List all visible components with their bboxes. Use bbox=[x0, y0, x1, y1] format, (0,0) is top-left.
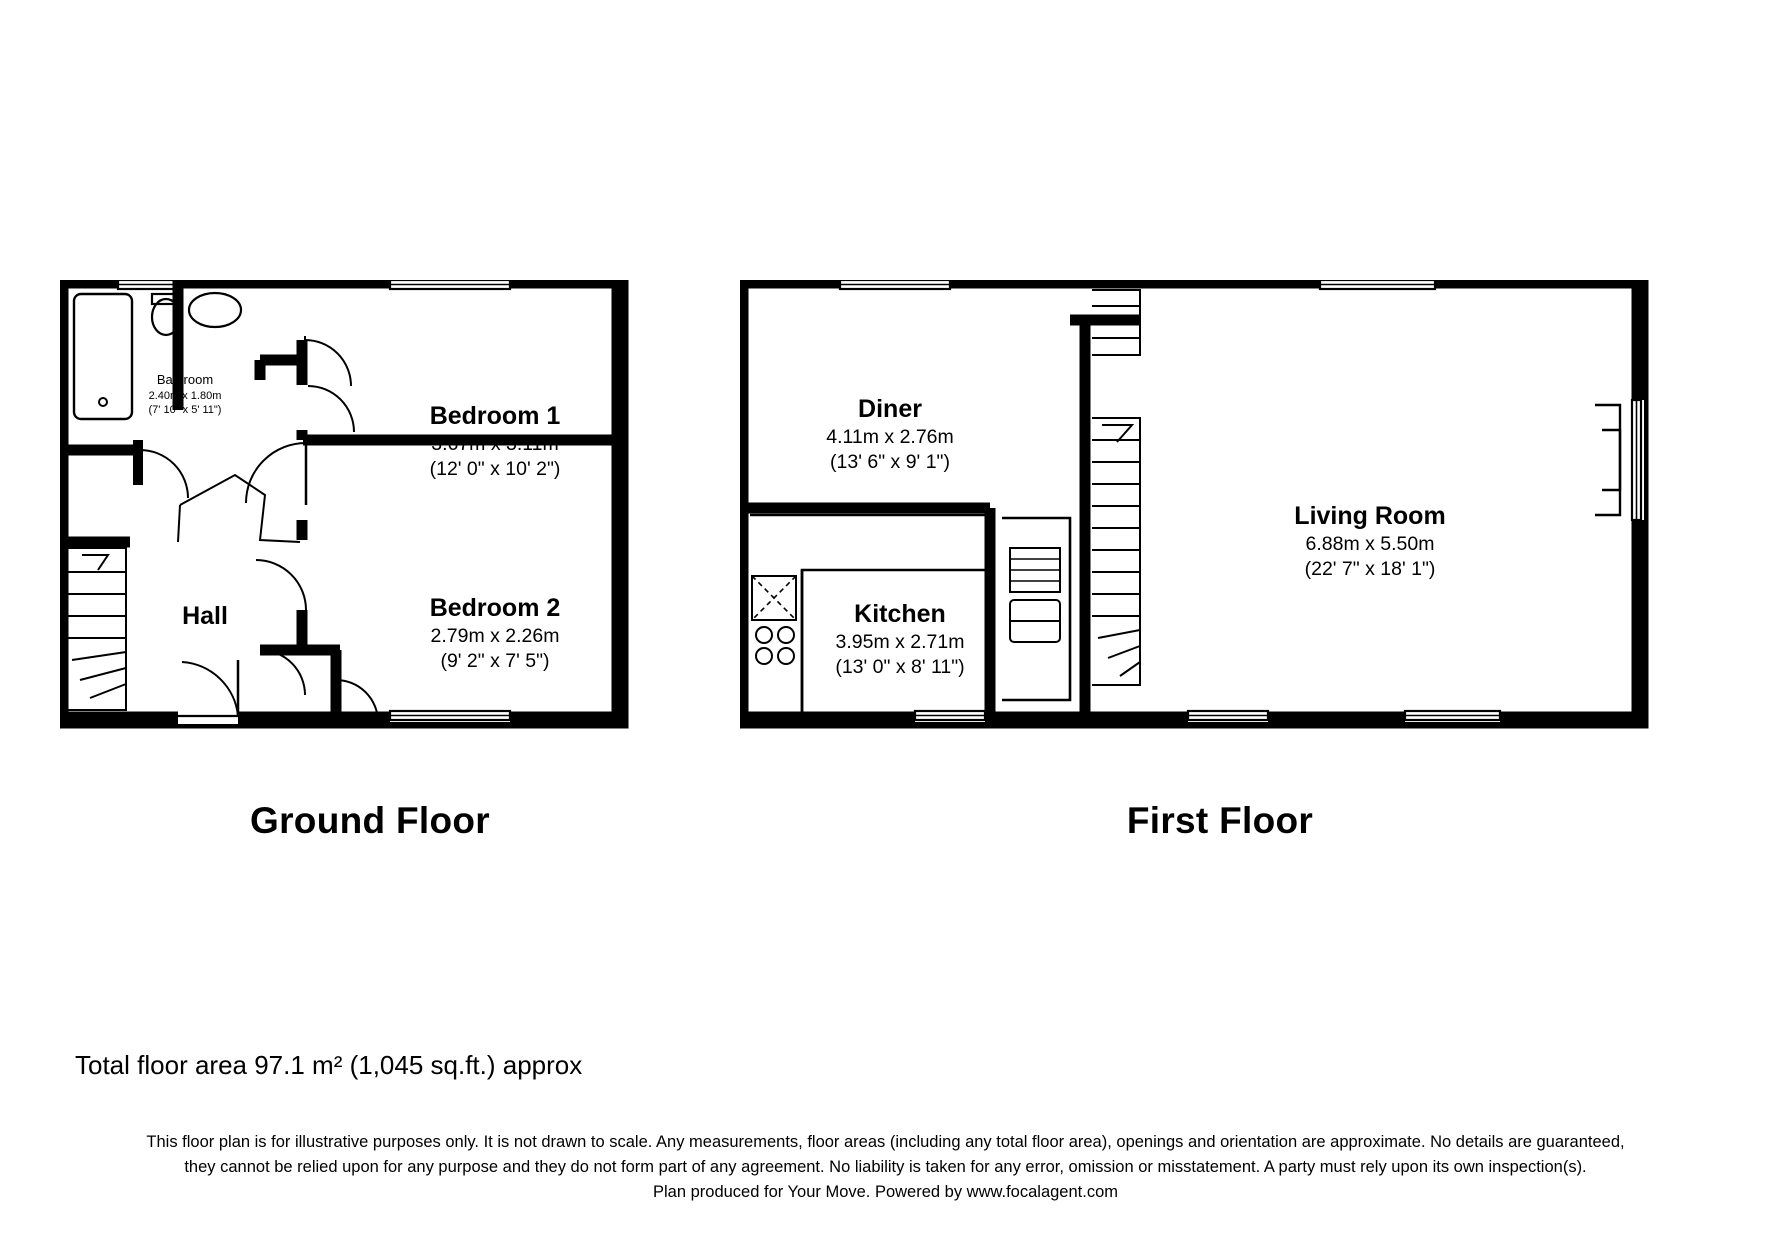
ground-floor-title: Ground Floor bbox=[250, 800, 490, 841]
room-dim-imperial: (9' 2" x 7' 5") bbox=[440, 649, 550, 672]
first-floor-title: First Floor bbox=[1126, 800, 1314, 841]
room-dim-metric: 6.88m x 5.50m bbox=[1305, 533, 1435, 555]
room-dim-metric: 3.67m x 3.11m bbox=[431, 433, 559, 455]
room-name: Kitchen bbox=[854, 600, 946, 628]
room-dim-imperial: (13' 6" x 9' 1") bbox=[830, 450, 950, 473]
disclaimer-line-1: This floor plan is for illustrative purposes only. It is not drawn to scale. Any measurements, floor areas (including any total floor area), openings and orientation are approximate. No details are guaranteed, bbox=[146, 1133, 1625, 1151]
room-dim-metric: 2.79m x 2.26m bbox=[430, 625, 560, 647]
room-label-hall bbox=[115, 600, 295, 632]
room-label-bathroom bbox=[105, 372, 265, 417]
disclaimer-line-3: Plan produced for Your Move. Powered by www.focalagent.com bbox=[652, 1182, 1118, 1201]
room-label-bedroom-1 bbox=[345, 400, 645, 482]
room-dim-metric: 2.40m x 1.80m bbox=[148, 389, 222, 402]
room-label-diner bbox=[740, 393, 1040, 475]
room-name: Bedroom 1 bbox=[429, 402, 561, 430]
ground-floor-diagram bbox=[60, 280, 680, 790]
first-floor-stairs bbox=[1092, 290, 1140, 685]
total-floor-area: Total floor area 97.1 m² (1,045 sq.ft.) approx bbox=[75, 1050, 583, 1080]
room-name: Bedroom 2 bbox=[429, 594, 561, 622]
room-dim-imperial: (12' 0" x 10' 2") bbox=[429, 457, 561, 480]
room-name: Living Room bbox=[1294, 502, 1446, 530]
room-dim-metric: 3.95m x 2.71m bbox=[835, 631, 965, 653]
disclaimer bbox=[0, 1130, 1771, 1204]
room-dim-imperial: (22' 7" x 18' 1") bbox=[1304, 557, 1436, 580]
room-dim-imperial: (7' 10" x 5' 11") bbox=[148, 403, 222, 416]
room-label-living-room bbox=[1220, 500, 1520, 582]
room-dim-imperial: (13' 0" x 8' 11") bbox=[835, 655, 965, 678]
room-dim-metric: 4.11m x 2.76m bbox=[826, 426, 954, 448]
room-name: Bathroom bbox=[156, 372, 214, 387]
disclaimer-line-2: they cannot be relied upon for any purpose and they do not form part of any agreement. No liability is taken for any error, omission or misstatement. A party must rely upon its own inspection(s). bbox=[184, 1157, 1587, 1176]
room-name: Hall bbox=[182, 602, 228, 630]
room-name: Diner bbox=[858, 395, 922, 423]
room-label-kitchen bbox=[745, 598, 1055, 680]
room-label-bedroom-2 bbox=[345, 592, 645, 674]
